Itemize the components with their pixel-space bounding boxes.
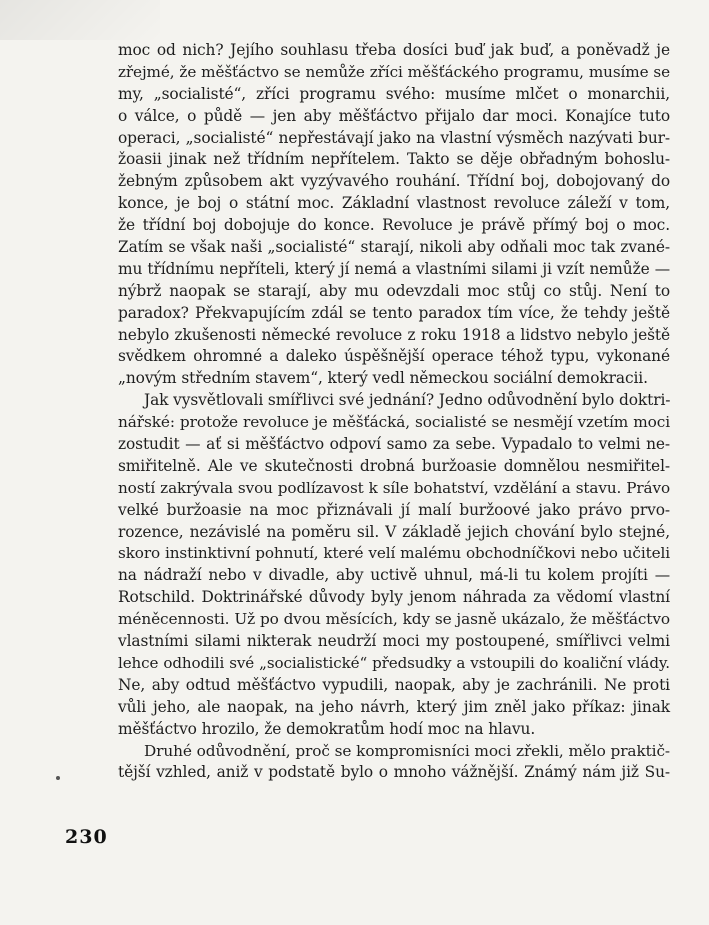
page-number: 230 xyxy=(65,826,108,848)
text-line: tější vzhled, aniž v podstatě bylo o mnoho vážnější. Známý nám již Su- xyxy=(118,763,670,782)
text-line: Jak vysvětlovali smířlivci své jednání? Jedno odůvodnění bylo doktri- xyxy=(144,391,671,410)
text-line: zostudit — ať si měšťáctvo odpoví samo za sebe. Vypadalo to velmi ne- xyxy=(118,435,670,454)
paragraph-1 xyxy=(118,40,670,390)
text-line: vlastními silami nikterak neudrží moci my postoupené, smířlivci velmi xyxy=(118,632,670,651)
text-line: rozence, nezávislé na poměru sil. V základě jejich chování bylo stejné, xyxy=(118,522,670,541)
text-line: Zatím se však naši „socialisté“ starají, nikoli aby odňali moc tak zvané- xyxy=(118,238,670,257)
text-line: nebylo zkušenosti německé revoluce z roku 1918 a lidstvo nebylo ještě xyxy=(118,325,670,344)
text-line: nářské: protože revoluce je měšťácká, socialisté se nesmějí vzetím moci xyxy=(118,413,670,432)
text-line: nýbrž naopak se starají, aby mu odevzdali moc stůj co stůj. Není to xyxy=(118,281,670,300)
text-line: konce, je boj o státní moc. Základní vlastnost revoluce záleží v tom, xyxy=(118,194,670,213)
text-line: my, „socialisté“, zříci programu svého: musíme mlčet o monarchii, xyxy=(118,84,670,103)
text-line: smiřitelně. Ale ve skutečnosti drobná buržoasie domnělou nesmiřitel- xyxy=(118,456,670,475)
text-line: mu třídnímu nepříteli, který jí nemá a vlastními silami ji vzít nemůže — xyxy=(118,259,670,278)
text-line: moc od nich? Jejího souhlasu třeba dosíci buď jak buď, a poněvadž je xyxy=(118,41,670,59)
text-line: ností zakrývala svou podlízavost k síle bohatství, vzdělání a stavu. Právo xyxy=(118,478,670,497)
text-line: velké buržoasie na moc přiznávali jí malí buržoové jako právo prvo- xyxy=(118,500,670,519)
text-line: Ne, aby odtud měšťáctvo vypudili, naopak, aby je zachránili. Ne proti xyxy=(118,675,670,694)
text-line: o válce, o půdě — jen aby měšťáctvo přijalo dar moci. Konajíce tuto xyxy=(118,106,670,125)
text-line: operaci, „socialisté“ nepřestávají jako na vlastní výsměch nazývati bur- xyxy=(118,128,670,147)
text-line: na nádraží nebo v divadle, aby uctivě uhnul, má-li tu kolem projíti — xyxy=(118,566,670,585)
text-line: lehce odhodili své „socialistické“ předsudky a vstoupili do koaliční vlády. xyxy=(118,653,670,672)
text-line: paradox? Překvapujícím zdál se tento paradox tím více, že tehdy ještě xyxy=(118,303,670,322)
text-line: Druhé odůvodnění, proč se kompromisníci moci zřekli, mělo praktič- xyxy=(144,741,670,760)
text-line: svědkem ohromné a daleko úspěšnější operace téhož typu, vykonané xyxy=(118,347,670,366)
text-line: žoasii jinak než třídním nepřítelem. Takto se děje obřadným bohoslu- xyxy=(118,150,670,169)
scan-edge-shadow xyxy=(0,0,160,40)
body-text xyxy=(118,40,670,784)
text-line: žebným způsobem akt vyzývavého rouhání. Třídní boj, dobojovaný do xyxy=(118,172,670,191)
paragraph-2 xyxy=(118,390,670,740)
text-line: měšťáctvo hrozilo, že demokratům hodí moc na hlavu. xyxy=(118,719,536,738)
text-line: zřejmé, že měšťáctvo se nemůže zříci měšťáckého programu, musíme se xyxy=(118,62,670,81)
text-line: méněcennosti. Už po dvou měsících, kdy se jasně ukázalo, že měšťáctvo xyxy=(118,610,670,629)
text-line: vůli jeho, ale naopak, na jeho návrh, který jim zněl jako příkaz: jinak xyxy=(118,697,670,716)
text-line: skoro instinktivní pohnutí, které velí malému obchodníčkovi nebo učiteli xyxy=(118,544,670,563)
text-line: že třídní boj dobojuje do konce. Revoluce je právě přímý boj o moc. xyxy=(118,216,670,235)
text-line: Rotschild. Doktrinářské důvody byly jenom náhrada za vědomí vlastní xyxy=(118,588,670,607)
scan-speck xyxy=(56,776,60,780)
paragraph-3 xyxy=(118,741,670,785)
text-line: „novým středním stavem“, který vedl německou sociální demokracii. xyxy=(118,369,648,388)
